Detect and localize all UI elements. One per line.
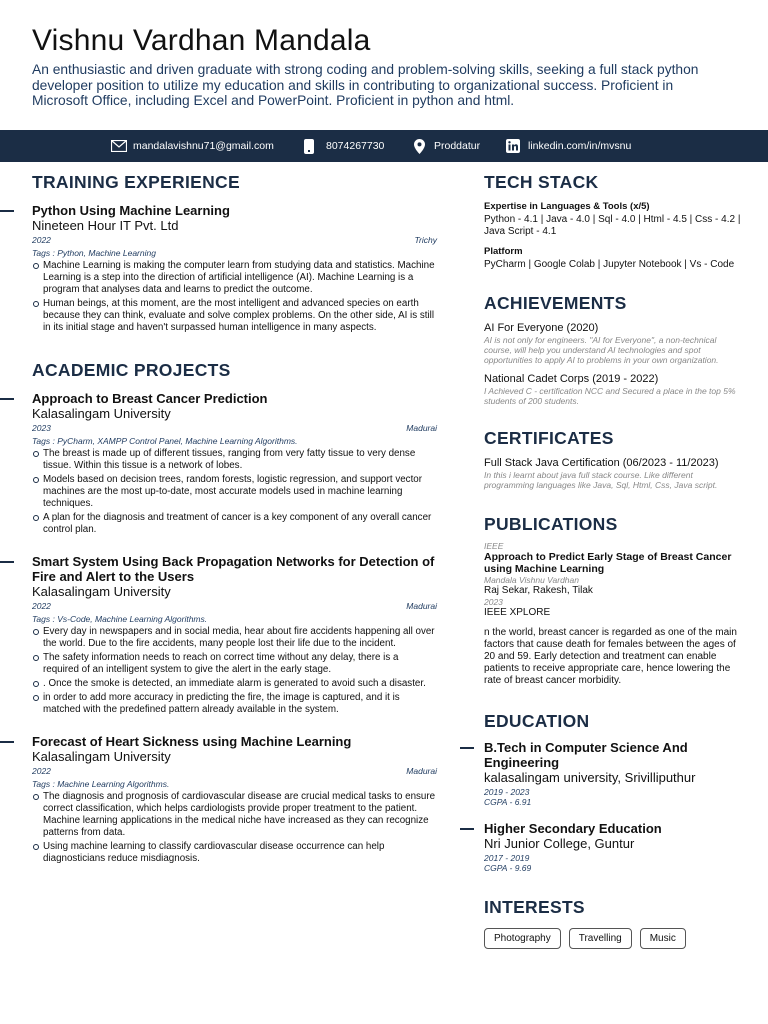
bullet-item: The safety information needs to reach on correct time without any delay, there is a required of an intelligent system to give the alert in the early stage. (32, 652, 437, 676)
bullet-item: . Once the smoke is detected, an immediate alarm is generated to avoid such a disaster. (32, 678, 437, 690)
education-section-title: EDUCATION (484, 711, 590, 731)
entry-meta (32, 766, 437, 776)
entry-marker (460, 747, 474, 749)
certificate-name: Full Stack Java Certification (06/2023 - 11/2023) (484, 457, 719, 469)
interest-chip: Travelling (569, 928, 632, 949)
entry-title: Smart System Using Back Propagation Networks for Detection of Fire and Alert to the Users (32, 554, 435, 584)
interests-section-title: INTERESTS (484, 897, 585, 917)
tech-group (484, 246, 744, 271)
certificate-item (484, 457, 744, 490)
interest-chip: Music (640, 928, 686, 949)
training-section-title: TRAINING EXPERIENCE (32, 172, 240, 192)
entry-year: 2023 (32, 423, 51, 433)
entry-marker (0, 741, 14, 743)
tech-group (484, 201, 744, 238)
tech-group-label: Platform (484, 246, 523, 257)
header (32, 24, 732, 109)
entry-org: Kalasalingam University (32, 406, 171, 421)
entry-title: Forecast of Heart Sickness using Machine Learning (32, 734, 352, 749)
certificates-section-title: CERTIFICATES (484, 428, 614, 448)
entry-meta (32, 423, 437, 433)
publication-author: Mandala Vishnu Vardhan (484, 575, 579, 585)
project-entry (32, 734, 437, 865)
publication-abstract: n the world, breast cancer is regarded as one of the main factors that cause death for females between the ages of 20 and 59. Early detection and treatment can enable patients to receive appropriate care, hence lowering the rate of breast cancer morbidity. (484, 627, 737, 686)
entry-place: Madurai (406, 423, 437, 433)
bullet-item: The breast is made up of different tissues, ranging from very fatty tissue to very dense tissue. Within this tissue is a network of lobes. (32, 448, 437, 472)
interest-chip: Photography (484, 928, 561, 949)
left-column (32, 172, 437, 865)
entry-meta (32, 601, 437, 611)
achievement-item (484, 373, 744, 406)
entry-bullets (32, 448, 437, 536)
education-grade: CGPA - 9.69 (484, 863, 532, 873)
training-entry (32, 203, 437, 334)
contact-phone[interactable] (304, 130, 384, 162)
entry-place: Trichy (414, 235, 437, 245)
entry-marker (0, 210, 14, 212)
achievement-name: AI For Everyone (2020) (484, 322, 599, 334)
right-column (484, 172, 744, 949)
publication-coauthors: Raj Sekar, Rakesh, Tilak (484, 585, 593, 596)
phone-icon (304, 139, 314, 154)
publications-section-title: PUBLICATIONS (484, 514, 618, 534)
entry-org: Kalasalingam University (32, 749, 171, 764)
education-school: Nri Junior College, Guntur (484, 836, 635, 851)
bullet-item: Human beings, at this moment, are the most intelligent and advanced species on earth because they can think, evaluate and solve complex problems. On the other side, AI is still in its initial stage and haven't surpassed human intelligence in many aspects. (32, 298, 437, 334)
bullet-item: Every day in newspapers and in social media, hear about fire accidents happening all over the world. Due to the fire accidents, many people lost their life due to the incident. (32, 626, 437, 650)
education-school: kalasalingam university, Srivilliputhur (484, 770, 696, 785)
education-years: 2017 - 2019 (484, 853, 530, 863)
education-entry (484, 740, 744, 807)
bullet-item: in order to add more accuracy in predicting the fire, the image is captured, and it is matched with the predefined pattern already available in the system. (32, 692, 437, 716)
bullet-item: Machine Learning is making the computer learn from studying data and statistics. Machine Learning is a step into the direction of artificial intelligence (AI). Machine Learning is a program that analyses data and learns to predict the outcome. (32, 260, 437, 296)
location-pin-icon (414, 139, 425, 154)
achievement-desc: I Achieved C - certification NCC and Secured a place in the top 5% students of 200 students. (484, 386, 736, 406)
contact-linkedin[interactable] (506, 130, 631, 162)
education-grade: CGPA - 6.91 (484, 797, 532, 807)
email-text: mandalavishnu71@gmail.com (133, 140, 274, 152)
entry-org: Nineteen Hour IT Pvt. Ltd (32, 218, 179, 233)
achievement-name: National Cadet Corps (2019 - 2022) (484, 373, 659, 385)
entry-tags: Tags : Python, Machine Learning (32, 248, 156, 258)
entry-tags: Tags : Vs-Code, Machine Learning Algorithms. (32, 614, 208, 624)
publication-year: 2023 (484, 597, 503, 607)
entry-tags: Tags : Machine Learning Algorithms. (32, 779, 170, 789)
entry-org: Kalasalingam University (32, 584, 171, 599)
tech-group-text: PyCharm | Google Colab | Jupyter Notebook | Vs - Code (484, 259, 735, 270)
entry-marker (0, 398, 14, 400)
interests-list (484, 928, 744, 949)
entry-year: 2022 (32, 235, 51, 245)
entry-title: Python Using Machine Learning (32, 203, 230, 218)
entry-year: 2022 (32, 766, 51, 776)
linkedin-text: linkedin.com/in/mvsnu (528, 140, 632, 152)
certificate-desc: In this i learnt about java full stack course. Like different programming languages like Java, Sql, Html, Css, Java script. (484, 470, 718, 490)
entry-year: 2022 (32, 601, 51, 611)
tech-group-label: Expertise in Languages & Tools (x/5) (484, 201, 650, 212)
location-text: Proddatur (434, 140, 481, 152)
tech-group-text: Python - 4.1 | Java - 4.0 | Sql - 4.0 | Html - 4.5 | Css - 4.2 | Java Script - 4.1 (484, 214, 741, 237)
publication-venue: IEEE XPLORE (484, 607, 551, 618)
bullet-item: Using machine learning to classify cardiovascular disease occurrence can help diagnosticians reduce misdiagnosis. (32, 841, 437, 865)
publication-item (484, 541, 744, 687)
entry-place: Madurai (406, 601, 437, 611)
contact-bar (0, 130, 768, 162)
entry-tags: Tags : PyCharm, XAMPP Control Panel, Machine Learning Algorithms. (32, 436, 298, 446)
bullet-item: The diagnosis and prognosis of cardiovascular disease are crucial medical tasks to ensure correct classification, which helps cardiologists provide proper treatment to the patient. Machine learning applications in the medical niche have increased as they can recognize patterns from data. (32, 791, 437, 839)
entry-bullets (32, 791, 437, 865)
entry-bullets (32, 260, 437, 334)
projects-section-title: ACADEMIC PROJECTS (32, 360, 231, 380)
mail-icon (111, 140, 127, 152)
project-entry (32, 391, 437, 536)
linkedin-icon (506, 139, 520, 153)
education-years: 2019 - 2023 (484, 787, 530, 797)
entry-marker (460, 828, 474, 830)
entry-bullets (32, 626, 437, 716)
achievements-section-title: ACHIEVEMENTS (484, 293, 627, 313)
achievement-desc: AI is not only for engineers. "AI for Everyone", a non-technical course, will help you understand AI technologies and spot opportunities to apply AI to problems in your own organization. (484, 335, 719, 365)
entry-title: Approach to Breast Cancer Prediction (32, 391, 268, 406)
publication-publisher: IEEE (484, 541, 504, 551)
contact-location (414, 130, 480, 162)
education-degree: Higher Secondary Education (484, 821, 662, 836)
achievement-item (484, 322, 744, 365)
tech-section-title: TECH STACK (484, 172, 599, 192)
phone-text: 8074267730 (326, 140, 385, 152)
education-degree: B.Tech in Computer Science And Engineering (484, 740, 688, 770)
project-entry (32, 554, 437, 716)
contact-email[interactable] (111, 130, 274, 162)
entry-meta (32, 235, 437, 245)
candidate-name: Vishnu Vardhan Mandala (32, 24, 371, 57)
entry-place: Madurai (406, 766, 437, 776)
entry-marker (0, 561, 14, 563)
bullet-item: Models based on decision trees, random forests, logistic regression, and support vector machines are the most up-to-date, most accurate models used in machine learning techniques. (32, 474, 437, 510)
summary: An enthusiastic and driven graduate with strong coding and problem-solving skills, seeking a full stack python developer position to utilize my education and skills in contributing to organizational success. Proficient in Microsoft Office, including Excel and PowerPoint. Proficient in python and html. (32, 62, 699, 108)
bullet-item: A plan for the diagnosis and treatment of cancer is a key component of any overall cancer control plan. (32, 512, 437, 536)
publication-title: Approach to Predict Early Stage of Breast Cancer using Machine Learning (484, 551, 732, 575)
education-entry (484, 821, 744, 873)
